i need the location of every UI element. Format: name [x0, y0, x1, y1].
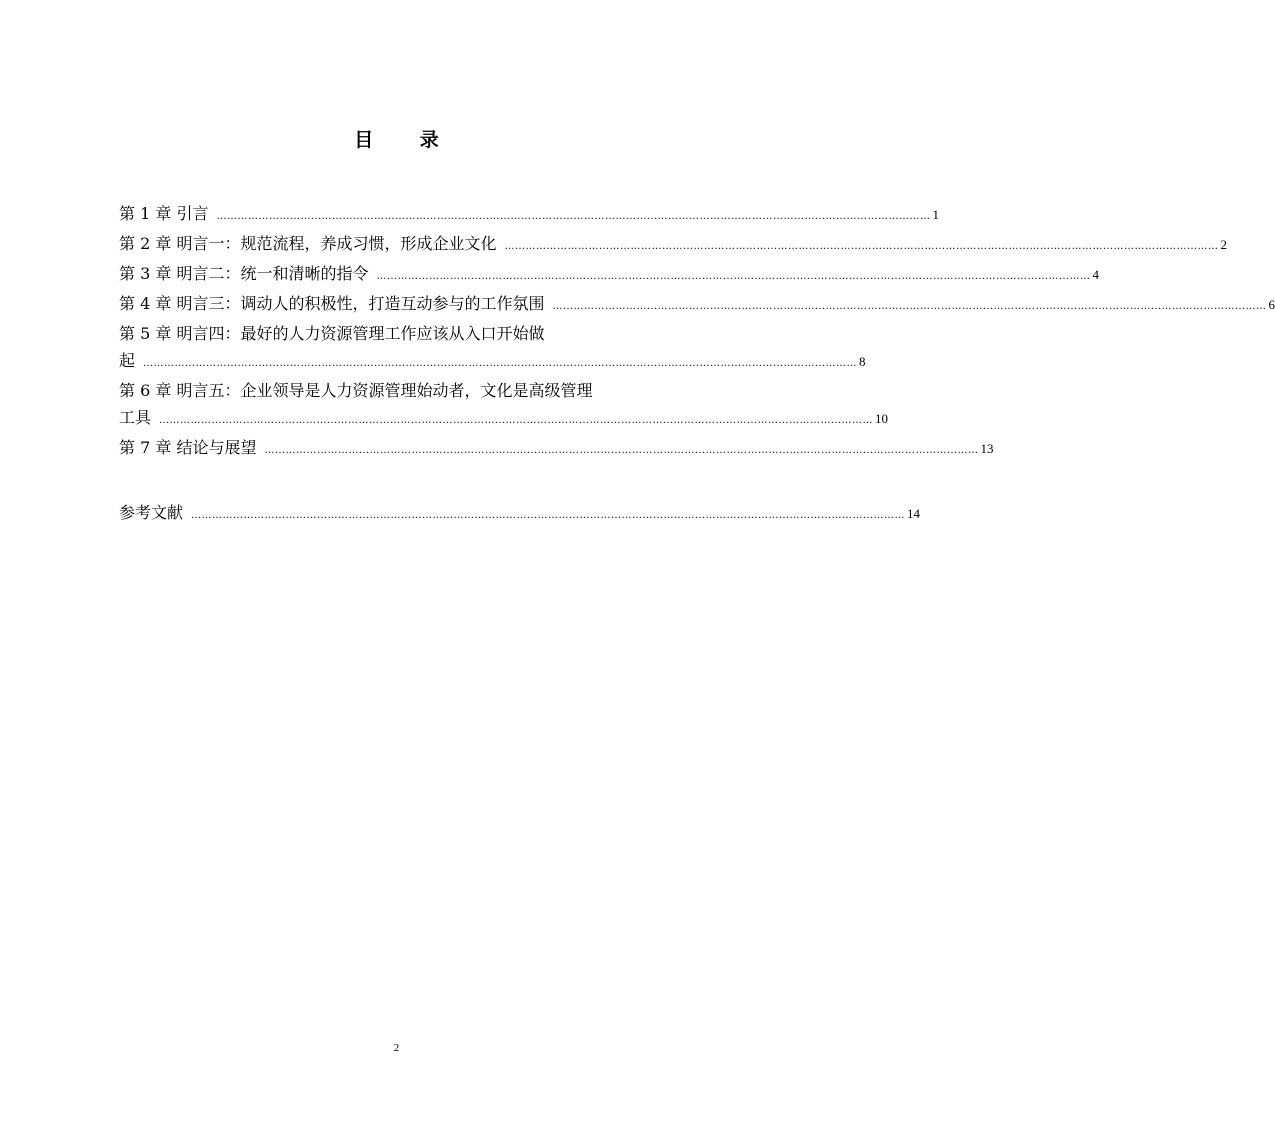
toc-entry-label: 第 2 章 明言一：规范流程，养成习惯，形成企业文化	[119, 234, 497, 253]
toc-entry-references[interactable]	[119, 499, 921, 529]
toc-entry-label-line1: 第 6 章 明言五：企业领导是人力资源管理始动者，文化是高级管理	[119, 381, 593, 400]
toc-leader-dots: ……………………………………………………………………………………………………………………………………………………………………………………	[552, 301, 1267, 312]
page-title: 目 录	[354, 129, 459, 151]
toc-leader-dots: ……………………………………………………………………………………………………………………………………………………………………………………	[191, 510, 906, 521]
toc-leader-dots: ……………………………………………………………………………………………………………………………………………………………………………………	[264, 445, 979, 456]
toc-leader-dots: ……………………………………………………………………………………………………………………………………………………………………………………	[504, 241, 1219, 252]
toc-entry-chapter-6[interactable]	[119, 377, 889, 434]
toc-entry-label-line2: 工具	[119, 408, 152, 427]
toc-entry-page: 6	[1268, 297, 1275, 312]
toc-entry-label-line1: 第 5 章 明言四：最好的人力资源管理工作应该从入口开始做	[119, 324, 545, 343]
toc-entry-page: 14	[907, 506, 921, 521]
toc-entry-page: 4	[1092, 267, 1099, 282]
toc-entry-label: 第 1 章 引言	[119, 204, 209, 223]
section-gap	[119, 464, 662, 499]
toc-entry-chapter-7[interactable]	[119, 434, 994, 464]
toc-entry-chapter-2[interactable]	[119, 230, 1227, 260]
toc-leader-dots: ……………………………………………………………………………………………………………………………………………………………………………………	[143, 358, 858, 369]
toc-leader-dots: ……………………………………………………………………………………………………………………………………………………………………………………	[376, 271, 1091, 282]
page-number: 2	[393, 1042, 400, 1054]
toc-entry-chapter-5[interactable]	[119, 320, 866, 377]
toc-entry-page: 10	[875, 411, 889, 426]
toc-entry-page: 1	[932, 207, 939, 222]
toc-entry-label-line2: 起	[119, 351, 136, 370]
toc-entry-chapter-1[interactable]	[119, 200, 939, 230]
toc-entry-label: 第 3 章 明言二：统一和清晰的指令	[119, 264, 369, 283]
toc-entry-page: 8	[859, 354, 866, 369]
toc-entry-chapter-3[interactable]	[119, 260, 1099, 290]
toc-entry-label: 第 7 章 结论与展望	[119, 438, 257, 457]
toc-entry-page: 2	[1220, 237, 1227, 252]
toc-leader-dots: ……………………………………………………………………………………………………………………………………………………………………………………	[159, 415, 874, 426]
toc-entry-label: 第 4 章 明言三：调动人的积极性，打造互动参与的工作氛围	[119, 294, 545, 313]
toc-entry-chapter-4[interactable]	[119, 290, 1275, 320]
toc-leader-dots: ……………………………………………………………………………………………………………………………………………………………………………………	[216, 211, 931, 222]
toc-entry-label: 参考文献	[119, 503, 184, 522]
table-of-contents	[119, 200, 1275, 529]
toc-entry-page: 13	[980, 441, 994, 456]
